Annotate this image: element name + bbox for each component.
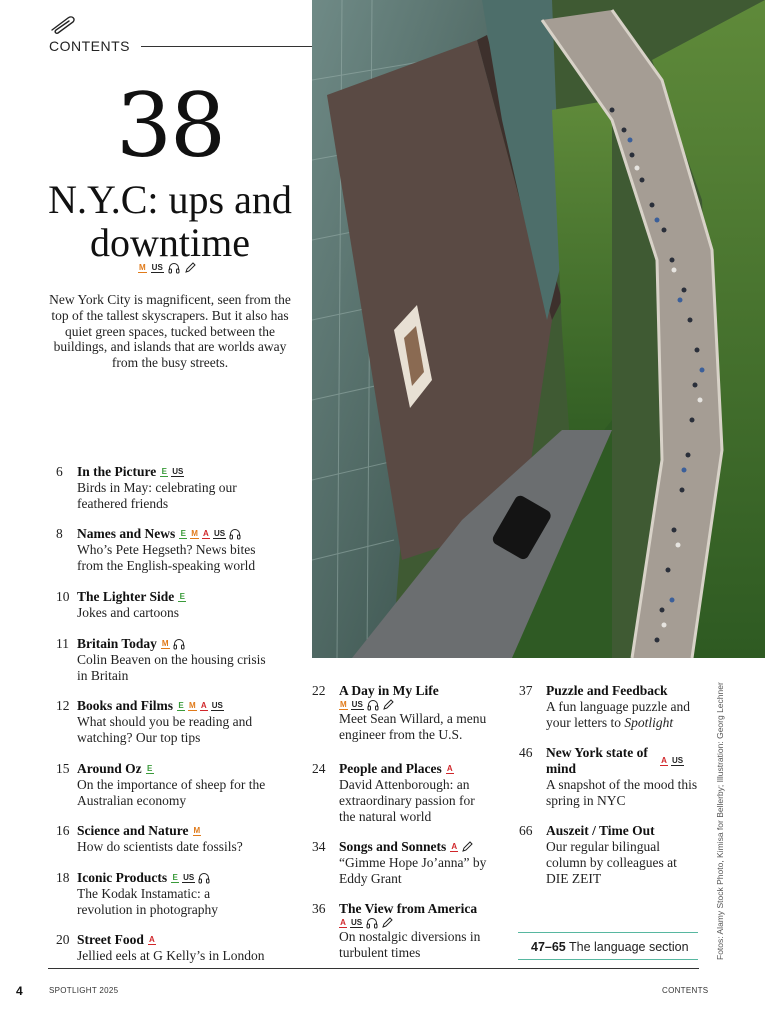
entry-description [77,542,267,574]
entry-page-number: 18 [56,870,70,885]
level-badge: E [180,529,186,538]
entry-title: People and Places [339,761,442,776]
entry-desc-text: The Kodak Instamatic: a revolution in photography [77,886,218,917]
level-badge: US [151,263,163,272]
entry-desc-text: What should you be reading and watching? Our top tips [77,714,253,745]
entry-page-number: 10 [56,589,70,604]
headphones-icon [168,262,180,274]
entry-title: Books and Films [77,698,174,713]
language-section-label: The language section [569,940,689,954]
entry-description [546,777,698,809]
entry-title: Puzzle and Feedback [546,683,668,698]
entry-desc-text: A fun language puzzle and your letters to [546,699,690,730]
entry-marks [171,872,210,884]
entry-description [77,605,267,621]
language-section-range: 47–65 [531,940,566,954]
level-badge: US [172,467,184,476]
pencil-icon [382,699,394,711]
entry-title: Around Oz [77,761,142,776]
entry-marks [148,935,156,945]
entry-title: In the Picture [77,464,157,479]
entry-desc-text: Who’s Pete Hegseth? News bites from the English-speaking world [77,542,256,573]
feature-description: New York City is magnificent, seen from the top of the tallest skyscrapers. But it also has quiet green spaces, tucked between the buildings, and islands that are worlds away from the busy streets. [49,292,291,371]
entry-desc-text: Birds in May: celebrating our feathered friends [77,480,237,511]
entry-page-number: 22 [312,683,326,698]
entry-page-number: 15 [56,761,70,776]
entry-page-number: 66 [519,823,533,838]
entry-description [339,929,489,961]
level-badge: M [139,263,146,272]
level-badge: M [189,701,196,710]
level-badge: US [672,756,684,765]
level-badge: A [200,701,207,710]
level-badge: M [161,639,169,648]
entry-desc-text: Our regular bilingual column by colleagues at DIE ZEIT [546,839,677,886]
level-badge: M [340,700,347,709]
entry-title: New York state of mind [546,745,648,776]
entry-description [77,777,267,809]
entry-description [77,652,267,684]
highline-photo [312,0,765,658]
entry-desc-text: A snapshot of the mood this spring in NYC [546,777,698,808]
entry-desc-text: On the importance of sheep for the Australian economy [77,777,266,808]
entry-desc-text: Meet Sean Willard, a menu engineer from the U.S. [339,711,487,742]
footer-section: CONTENTS [662,986,709,995]
level-badge: E [172,873,178,882]
entry-title: Songs and Sonnets [339,839,447,854]
level-badge: A [340,918,346,927]
feature-title[interactable]: N.Y.C: ups and downtime [48,177,292,265]
headphones-icon [229,528,241,540]
level-badge: E [161,467,167,476]
entry-title: Britain Today [77,636,157,651]
entry-title: Names and News [77,526,176,541]
entry-desc-text: David Attenborough: an extraordinary passion for the natural world [339,777,475,824]
photo-credit: Fotos: Alamy Stock Photo, Kimisa for Bellerby; Illustration: Georg Lechner [715,682,725,960]
feature-badges [138,262,196,274]
entry-description [546,839,698,886]
level-badge: E [178,701,184,710]
entry-marks [161,638,185,650]
entry-page-number: 46 [519,745,533,760]
entry-page-number: 20 [56,932,70,947]
entry-marks [193,826,202,836]
entry-description [77,714,267,746]
entry-description [77,839,267,855]
pencil-icon [461,841,473,853]
paperclip-icon [48,14,78,36]
pencil-icon [381,917,393,929]
headphones-icon [366,917,378,929]
entry-page-number: 36 [312,901,326,916]
entry-description [77,480,267,512]
entry-description [339,855,489,887]
entry-desc-text: “Gimme Hope Jo’anna” by Eddy Grant [339,855,487,886]
entry-description [546,699,698,731]
level-badge: US [351,700,363,709]
entry-desc-text: On nostalgic diversions in turbulent times [339,929,481,960]
entry-page-number: 24 [312,761,326,776]
entry-title: A Day in My Life [339,683,439,698]
footer-rule [48,968,699,969]
entry-marks [339,917,393,929]
entry-description [339,777,489,824]
entry-title: Auszeit / Time Out [546,823,655,838]
level-badge: E [179,592,185,601]
entry-page-number: 12 [56,698,70,713]
level-badge: A [661,756,667,765]
level-badge: US [211,701,223,710]
entry-marks [660,756,684,766]
entry-page-number: 16 [56,823,70,838]
entry-title: Science and Nature [77,823,189,838]
entry-marks [146,764,154,774]
entry-desc-text: Jokes and cartoons [77,605,179,620]
page-number: 4 [16,984,23,998]
level-badge: M [191,529,198,538]
level-badge: A [203,529,209,538]
entry-marks [179,528,241,540]
entry-marks [178,592,186,602]
entry-marks [177,701,224,711]
entry-description [339,711,489,743]
entry-desc-text: Colin Beaven on the housing crisis in Britain [77,652,266,683]
entry-title: Iconic Products [77,870,168,885]
headphones-icon [367,699,379,711]
section-label: CONTENTS [49,38,130,54]
entry-marks [160,467,184,477]
entry-marks [446,764,454,774]
entry-page-number: 34 [312,839,326,854]
level-badge: US [351,918,363,927]
entry-page-number: 11 [56,636,69,651]
headphones-icon [198,872,210,884]
language-section-box[interactable] [518,932,698,960]
level-badge: US [183,873,195,882]
entry-desc-text: How do scientists date fossils? [77,839,243,854]
entry-marks [450,841,473,853]
entry-marks [339,699,394,711]
entry-description [77,948,267,964]
headphones-icon [173,638,185,650]
entry-desc-italic: Spotlight [624,714,674,730]
entry-title: The Lighter Side [77,589,175,604]
entry-description [77,886,267,918]
level-badge: A [148,935,155,944]
entry-page-number: 37 [519,683,533,698]
entry-title: Street Food [77,932,144,947]
entry-desc-text: Jellied eels at G Kelly’s in London [77,948,265,963]
level-badge: US [213,529,226,538]
level-badge: M [193,826,201,835]
feature-page-number: 38 [116,74,224,177]
header-rule [141,46,312,47]
level-badge: E [146,764,153,773]
footer-publication: SPOTLIGHT 2025 [49,986,119,995]
entry-page-number: 6 [56,464,63,479]
entry-page-number: 8 [56,526,63,541]
level-badge: A [451,842,458,851]
level-badge: A [446,764,453,773]
pencil-icon [184,262,196,274]
entry-title: The View from America [339,901,478,916]
